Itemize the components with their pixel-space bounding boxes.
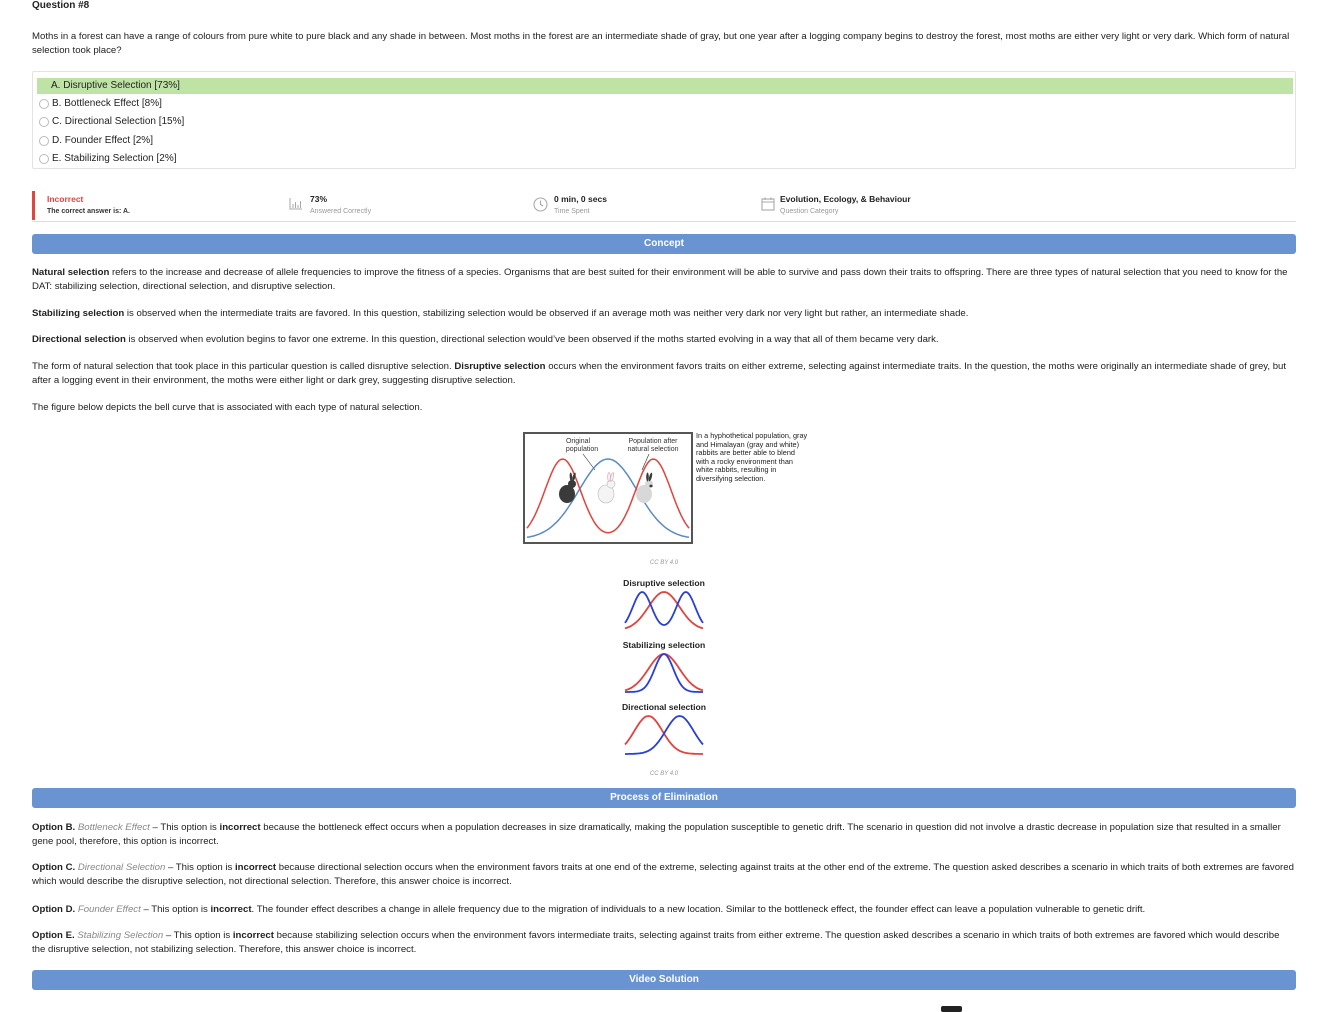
himalayan-rabbit-icon xyxy=(636,472,653,503)
choice-d[interactable] xyxy=(37,133,1293,149)
result-indicator xyxy=(32,191,35,220)
choice-label: C. Directional Selection [15%] xyxy=(52,116,185,127)
dark-rabbit-icon xyxy=(559,472,576,503)
time-spent: 0 min, 0 secs xyxy=(554,194,607,204)
term: Disruptive selection xyxy=(454,361,546,372)
label-after-1: Population after xyxy=(628,438,678,445)
directional-selection-graph xyxy=(623,710,705,756)
elimination-option-b: Option B. Bottleneck Effect – This option is incorrect because the bottleneck effect occurs when a population decreases in size dramatically, making the population susceptible to genetic drift. The scenario in question did not involve a drastic decrease in population size that resulted in a smaller gene pool, therefore, this option is incorrect. xyxy=(32,822,1281,847)
elimination-option-c: Option C. Directional Selection – This option is incorrect because directional selection occurs when the environment favors traits at one end of the extreme, selecting against traits at the other end of the extreme. The question asked describes a scenario in which traits of both extremes are favored which would describe the disruptive selection, not directional selection. Therefore, this answer choice is incorrect. xyxy=(32,862,1294,887)
label-original-2: population xyxy=(565,446,599,453)
concept-paragraph-1: Natural selection refers to the increase and decrease of allele frequencies to improve the fitness of a species. Organisms that are best suited for their environment will be able to survive and pass down their traits to offspring. There are three types of natural selection that you need to know for the DAT: stabilizing selection, directional selection, and disruptive selection. xyxy=(32,267,1288,292)
concept-paragraph-2: Stabilizing selection is observed when the intermediate traits are favored. In this question, stabilizing selection would be observed if an average moth was neither very dark nor very light but rather, an intermediate shade. xyxy=(32,308,969,319)
time-spent-label: Time Spent xyxy=(554,208,590,215)
answer-choices xyxy=(32,71,1296,169)
concept-paragraph-4: The form of natural selection that took place in this particular question is called disruptive selection. Disruptive selection occurs when the environment favors traits on either extreme, selecting against intermediate traits. In the question, the moths were originally an intermediate shade of grey, but after a logging event in their environment, the moths were either light or dark grey, suggesting disruptive selection. xyxy=(32,361,1287,386)
choice-label: D. Founder Effect [2%] xyxy=(52,135,153,146)
radio-icon[interactable] xyxy=(39,99,49,109)
rabbit-selection-figure xyxy=(523,432,693,544)
stabilizing-selection-title: Stabilizing selection xyxy=(622,640,706,650)
before-curve xyxy=(625,654,703,690)
radio-icon[interactable] xyxy=(39,117,49,127)
term: Natural selection xyxy=(32,267,110,278)
radio-icon[interactable] xyxy=(39,136,49,146)
video-solution-banner: Video Solution xyxy=(32,970,1296,990)
video-player-control[interactable] xyxy=(941,1006,962,1012)
after-curve xyxy=(625,592,703,625)
disruptive-selection-graph xyxy=(623,586,705,632)
choice-a[interactable] xyxy=(37,78,1293,94)
term: Directional selection xyxy=(32,334,126,345)
rabbit-figure-caption: In a hyphothetical population, gray and Himalayan (gray and white) rabbits are better able to blend with a rocky environment than white rabbits, resulting in diversifying selection. xyxy=(696,431,808,483)
choice-label: A. Disruptive Selection [73%] xyxy=(51,80,180,91)
after-curve xyxy=(625,716,703,754)
choice-label: B. Bottleneck Effect [8%] xyxy=(52,98,162,109)
result-status: Incorrect xyxy=(47,194,84,204)
percent-correct: 73% xyxy=(310,194,328,204)
percent-correct-label: Answered Correctly xyxy=(310,208,372,215)
concept-banner: Concept xyxy=(32,234,1296,254)
elimination-banner: Process of Elimination xyxy=(32,788,1296,808)
license-label: CC BY 4.0 xyxy=(649,771,679,777)
choice-c[interactable] xyxy=(37,114,1293,130)
radio-icon[interactable] xyxy=(39,154,49,164)
after-curve xyxy=(625,654,703,692)
stabilizing-selection-graph xyxy=(623,648,705,694)
directional-selection-title: Directional selection xyxy=(621,702,707,712)
label-after-2: natural selection xyxy=(627,446,679,453)
elimination-option-d: Option D. Founder Effect – This option is incorrect. The founder effect describes a change in allele frequency due to the migration of individuals to a new location. Similar to the bottleneck effect, the founder effect can leave a population vulnerable to genetic drift. xyxy=(32,904,1146,915)
license-label: CC BY 4.0 xyxy=(649,560,679,566)
choice-label: E. Stabilizing Selection [2%] xyxy=(52,153,177,164)
choice-b[interactable] xyxy=(37,96,1293,112)
population-curves xyxy=(525,434,691,542)
clock-icon xyxy=(533,197,548,212)
question-category-label: Question Category xyxy=(780,208,839,215)
result-stats-bar xyxy=(32,191,1296,222)
question-stem: Moths in a forest can have a range of colours from pure white to pure black and any shade in between. Most moths in the forest are an intermediate shade of gray, but one year after a logging company begins to destroy the forest, most moths are either very light or very dark. Which form of natural selection took place? xyxy=(32,31,1290,56)
correct-answer-text: The correct answer is: A. xyxy=(47,208,130,215)
concept-paragraph-3: Directional selection is observed when evolution begins to favor one extreme. In this question, directional selection would’ve been observed if the moths started evolving in a way that all of them became very dark. xyxy=(32,334,939,345)
white-rabbit-icon xyxy=(598,472,615,503)
disruptive-selection-title: Disruptive selection xyxy=(623,578,705,588)
question-number: Question #8 xyxy=(32,0,90,11)
question-category: Evolution, Ecology, & Behaviour xyxy=(780,194,911,204)
choice-e[interactable] xyxy=(37,151,1293,167)
calendar-icon xyxy=(761,197,775,211)
term: Stabilizing selection xyxy=(32,308,125,319)
concept-paragraph-5: The figure below depicts the bell curve that is associated with each type of natural selection. xyxy=(32,402,423,413)
elimination-option-e: Option E. Stabilizing Selection – This option is incorrect because stabilizing selection occurs when the environment favors intermediate traits, selecting against traits from either extreme. The question asked describes a scenario in which traits of both extremes are favored which would describe the disruptive selection, not stabilizing selection. Therefore, this answer choice is incorrect. xyxy=(32,930,1280,955)
bar-chart-icon xyxy=(289,198,303,210)
label-original-1: Original xyxy=(565,438,591,445)
